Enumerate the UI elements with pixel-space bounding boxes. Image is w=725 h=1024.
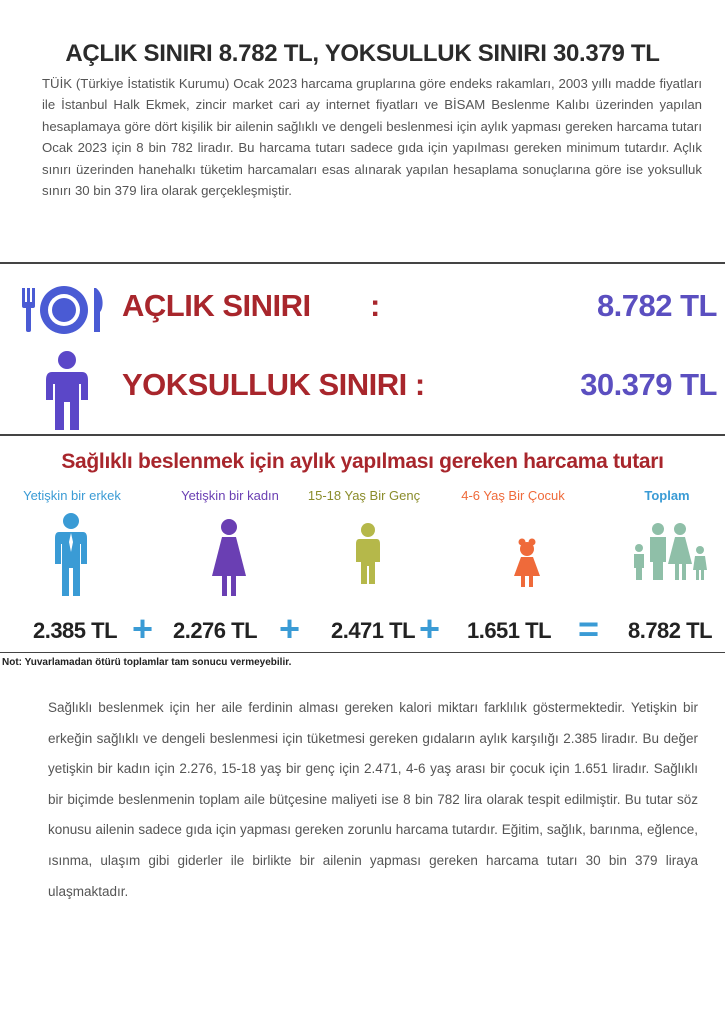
page-title: AÇLIK SINIRI 8.782 TL, YOKSULLUK SINIRI 30.379 TL xyxy=(65,40,660,67)
member-amount-child: 1.651 TL xyxy=(466,618,552,643)
teen-icon xyxy=(355,522,381,586)
body-paragraph: Sağlıklı beslenmek için her aile ferdinin alması gereken kalori miktarı farklılık göstermektedir. Yetişkin bir erkeğin sağlıklı ve dengeli beslenmesi için tüketmesi gereken gıdaların aylık karşılığı 2.385 liradır. Bu değer yetişkin bir kadın için 2.276, 15-18 yaş bir genç için 2.471, 4-6 yaş arası bir çocuk için 1.651 liradır. Sağlıklı bir biçimde beslenmenin toplam aile bütçesine maliyeti ise 8 bin 782 lira olarak tespit edilmiştir. Bu tutar söz konusu ailenin sadece gıda için yapması gereken zorunlu harcama tutardır. Eğitim, sağlık, barınma, eğlence, ısınma, ulaşım gibi giderler ile birlikte bir ailenin yapması gereken harcama tutarı 30 bin 379 liraya ulaşmaktadır. xyxy=(48,700,698,899)
woman-icon xyxy=(210,518,248,598)
plus-sign: + xyxy=(279,608,301,649)
member-label-child: 4-6 Yaş Bir Çocuk xyxy=(461,488,565,503)
person-icon xyxy=(44,350,90,432)
divider xyxy=(0,652,725,653)
divider xyxy=(0,434,725,436)
plus-sign: + xyxy=(419,608,441,649)
member-label-man: Yetişkin bir erkek xyxy=(23,488,121,503)
poverty-value: 30.379 TL xyxy=(580,367,717,402)
poverty-label: YOKSULLUK SINIRI : xyxy=(122,367,425,402)
divider xyxy=(0,262,725,264)
footnote: Not: Yuvarlamadan ötürü toplamlar tam sonucu vermeyebilir. xyxy=(2,657,292,668)
member-amount-woman: 2.276 TL xyxy=(172,618,258,643)
member-label-total: Toplam xyxy=(644,488,690,503)
member-amount-total: 8.782 TL xyxy=(627,618,713,643)
member-label-woman: Yetişkin bir kadın xyxy=(181,488,279,503)
child-icon xyxy=(513,538,541,588)
hunger-label: AÇLIK SINIRI xyxy=(122,288,311,323)
member-amount-man: 2.385 TL xyxy=(32,618,118,643)
plus-sign: + xyxy=(132,608,154,649)
man-icon xyxy=(54,512,88,598)
section-subtitle: Sağlıklı beslenmek için aylık yapılması gereken harcama tutarı xyxy=(61,450,664,473)
hunger-colon: : xyxy=(370,288,381,323)
member-amount-teen: 2.471 TL xyxy=(330,618,416,643)
intro-paragraph: TÜİK (Türkiye İstatistik Kurumu) Ocak 2023 harcama gruplarına göre endeks rakamları, 2003 yıllı madde fiyatları ile İstanbul Halk Ekmek, zincir market cari ay internet fiyatları ve BİSAM Beslenme Kalıbı üzerinden yapılan hesaplamaya göre dört kişilik bir ailenin sağlıklı ve dengeli beslenmesi için aylık yapması gereken harcama tutarı Ocak 2023 için 8 bin 782 liradır. Bu harcama tutarı sadece gıda için yapılması gereken minimum tutardır. Açlık sınırı üzerinden hanehalkı tüketim harcamaları esas alınarak yapılan hesaplama sonuçlarına göre ise yoksulluk sınırı 30 bin 379 lira olarak gerçekleşmiştir. xyxy=(42,76,702,199)
member-label-teen: 15-18 Yaş Bir Genç xyxy=(307,488,421,503)
family-icon xyxy=(632,522,708,582)
plate-cutlery-icon xyxy=(20,284,108,336)
hunger-value: 8.782 TL xyxy=(596,288,717,323)
equals-sign: = xyxy=(578,608,600,649)
